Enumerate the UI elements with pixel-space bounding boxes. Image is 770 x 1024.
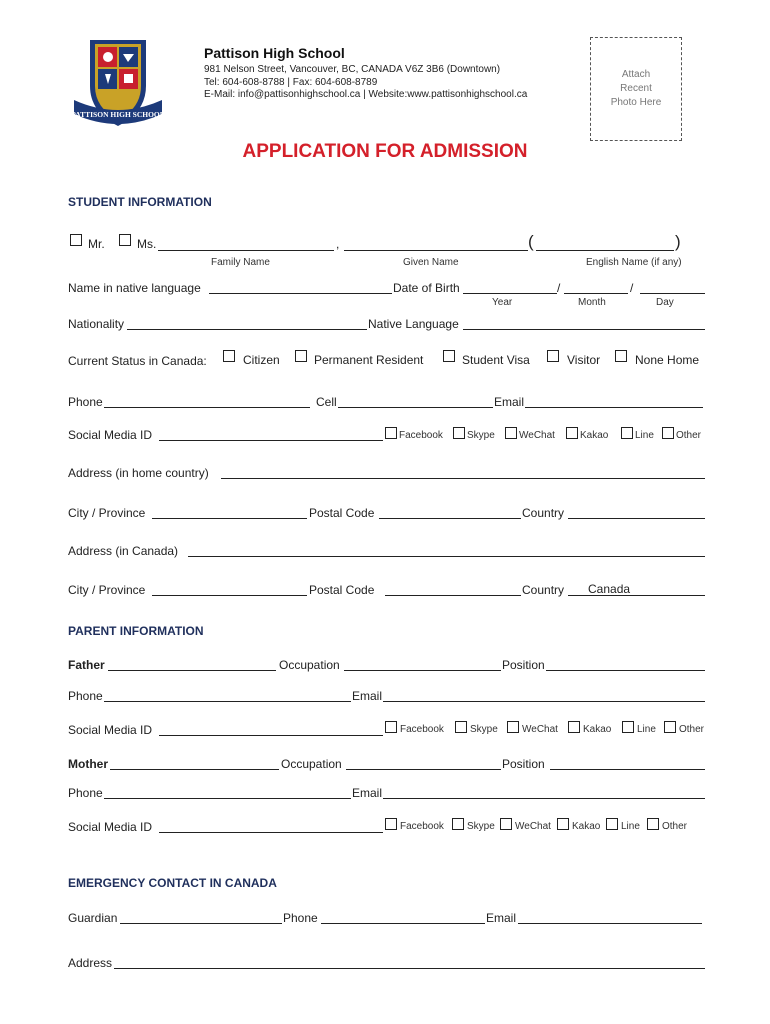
social-label: Social Media ID [68, 428, 153, 442]
year-caption: Year [492, 297, 513, 308]
mother-other-checkbox[interactable] [647, 818, 659, 830]
social-kakao-checkbox[interactable] [566, 427, 578, 439]
photo-text-line: Recent [620, 83, 652, 94]
father-other-checkbox[interactable] [664, 721, 676, 733]
social-kakao-label: Kakao [580, 430, 609, 441]
status-student-visa-label: Student Visa [462, 353, 530, 367]
status-visitor-label: Visitor [567, 353, 601, 367]
mother-line-label: Line [621, 821, 640, 832]
mother-phone-field[interactable] [104, 798, 351, 799]
mother-position-field[interactable] [550, 769, 705, 770]
family-name-field[interactable] [158, 250, 334, 251]
status-none-checkbox[interactable] [615, 350, 627, 362]
father-social-id-field[interactable] [159, 735, 383, 736]
father-phone-label: Phone [68, 689, 103, 703]
name-comma: , [336, 237, 340, 251]
parent-section-heading: PARENT INFORMATION [68, 624, 204, 638]
father-social-label: Social Media ID [68, 723, 153, 737]
mother-facebook-checkbox[interactable] [385, 818, 397, 830]
mother-position-label: Position [502, 757, 545, 771]
address-home-field[interactable] [221, 478, 705, 479]
photo-placeholder[interactable] [590, 37, 682, 141]
english-name-field[interactable] [536, 250, 674, 251]
city-home-label: City / Province [68, 506, 146, 520]
father-kakao-label: Kakao [583, 724, 612, 735]
social-wechat-checkbox[interactable] [505, 427, 517, 439]
social-other-checkbox[interactable] [662, 427, 674, 439]
school-name: Pattison High School [204, 45, 345, 61]
student-section-heading: STUDENT INFORMATION [68, 195, 212, 209]
given-name-caption: Given Name [403, 257, 459, 268]
cell-field[interactable] [338, 407, 493, 408]
mother-skype-checkbox[interactable] [452, 818, 464, 830]
social-wechat-label: WeChat [519, 430, 555, 441]
dob-month-field[interactable] [564, 293, 628, 294]
country-home-label: Country [522, 506, 565, 520]
social-line-checkbox[interactable] [621, 427, 633, 439]
mother-facebook-label: Facebook [400, 821, 444, 832]
social-skype-label: Skype [467, 430, 495, 441]
mother-kakao-label: Kakao [572, 821, 601, 832]
dob-slash: / [630, 281, 634, 295]
mother-other-label: Other [662, 821, 688, 832]
father-occupation-label: Occupation [279, 658, 340, 672]
father-email-label: Email [352, 689, 383, 703]
father-kakao-checkbox[interactable] [568, 721, 580, 733]
father-other-label: Other [679, 724, 705, 735]
ms-checkbox[interactable] [119, 234, 131, 246]
social-id-field[interactable] [159, 440, 383, 441]
emergency-section-heading: EMERGENCY CONTACT IN CANADA [68, 876, 277, 890]
month-caption: Month [578, 297, 606, 308]
dob-label: Date of Birth [393, 281, 460, 295]
mother-name-field[interactable] [110, 769, 279, 770]
dob-day-field[interactable] [640, 293, 705, 294]
guardian-phone-field[interactable] [321, 923, 485, 924]
country-canada-value: Canada [588, 582, 631, 596]
status-pr-checkbox[interactable] [295, 350, 307, 362]
father-position-label: Position [502, 658, 545, 672]
address-canada-label: Address (in Canada) [68, 544, 179, 558]
mother-social-id-field[interactable] [159, 832, 383, 833]
native-name-field[interactable] [209, 293, 392, 294]
father-occupation-field[interactable] [344, 670, 501, 671]
mother-occupation-field[interactable] [346, 769, 501, 770]
mother-wechat-checkbox[interactable] [500, 818, 512, 830]
status-none-label: None Home [635, 353, 700, 367]
guardian-address-field[interactable] [114, 968, 705, 969]
father-position-field[interactable] [546, 670, 705, 671]
day-caption: Day [656, 297, 674, 308]
family-name-caption: Family Name [211, 257, 270, 268]
mother-phone-label: Phone [68, 786, 103, 800]
father-name-field[interactable] [108, 670, 276, 671]
cell-label: Cell [316, 395, 337, 409]
social-other-label: Other [676, 430, 702, 441]
postal-home-label: Postal Code [309, 506, 375, 520]
dob-slash: / [557, 281, 561, 295]
school-email-website: E-Mail: info@pattisonhighschool.ca | Website:www.pattisonhighschool.ca [204, 89, 528, 100]
country-home-field[interactable] [568, 518, 705, 519]
guardian-address-label: Address [68, 956, 113, 970]
photo-text-line: Photo Here [610, 97, 662, 108]
native-name-label: Name in native language [68, 281, 201, 295]
status-pr-label: Permanent Resident [314, 353, 424, 367]
postal-canada-label: Postal Code [309, 583, 375, 597]
city-canada-label: City / Province [68, 583, 146, 597]
mother-email-label: Email [352, 786, 383, 800]
nationality-label: Nationality [68, 317, 125, 331]
social-line-label: Line [635, 430, 654, 441]
logo-banner-text: PATTISON HIGH SCHOOL [71, 110, 165, 119]
guardian-label: Guardian [68, 911, 118, 925]
guardian-email-field[interactable] [518, 923, 702, 924]
dob-year-field[interactable] [463, 293, 557, 294]
status-label: Current Status in Canada: [68, 354, 207, 368]
mr-checkbox[interactable] [70, 234, 82, 246]
social-facebook-checkbox[interactable] [385, 427, 397, 439]
guardian-field[interactable] [120, 923, 282, 924]
father-label: Father [68, 658, 105, 672]
mother-wechat-label: WeChat [515, 821, 551, 832]
mother-label: Mother [68, 757, 108, 771]
email-label: Email [494, 395, 525, 409]
address-home-label: Address (in home country) [68, 466, 209, 480]
status-student-visa-checkbox[interactable] [443, 350, 455, 362]
email-field[interactable] [525, 407, 703, 408]
father-wechat-label: WeChat [522, 724, 558, 735]
father-line-label: Line [637, 724, 656, 735]
form-title: APPLICATION FOR ADMISSION [242, 141, 528, 162]
address-canada-field[interactable] [188, 556, 705, 557]
country-canada-label: Country [522, 583, 565, 597]
status-visitor-checkbox[interactable] [547, 350, 559, 362]
father-facebook-label: Facebook [400, 724, 444, 735]
social-facebook-label: Facebook [399, 430, 443, 441]
photo-text-line: Attach [621, 69, 651, 80]
guardian-phone-label: Phone [283, 911, 318, 925]
father-skype-label: Skype [470, 724, 498, 735]
mother-occupation-label: Occupation [281, 757, 342, 771]
english-name-caption: English Name (if any) [586, 257, 682, 268]
father-phone-field[interactable] [104, 701, 351, 702]
ms-label: Ms. [137, 237, 157, 251]
native-language-label: Native Language [368, 317, 459, 331]
school-crest-logo [68, 34, 168, 134]
father-line-checkbox[interactable] [622, 721, 634, 733]
postal-canada-field[interactable] [385, 595, 521, 596]
father-facebook-checkbox[interactable] [385, 721, 397, 733]
mr-label: Mr. [88, 237, 105, 251]
nationality-field[interactable] [127, 329, 367, 330]
english-name-close-paren: ) [675, 232, 681, 251]
mother-social-label: Social Media ID [68, 820, 153, 834]
native-language-field[interactable] [463, 329, 705, 330]
father-skype-checkbox[interactable] [455, 721, 467, 733]
status-citizen-label: Citizen [243, 353, 280, 367]
phone-field[interactable] [104, 407, 310, 408]
social-skype-checkbox[interactable] [453, 427, 465, 439]
postal-home-field[interactable] [379, 518, 521, 519]
father-email-field[interactable] [383, 701, 705, 702]
given-name-field[interactable] [344, 250, 528, 251]
mother-skype-label: Skype [467, 821, 495, 832]
mother-kakao-checkbox[interactable] [557, 818, 569, 830]
guardian-email-label: Email [486, 911, 517, 925]
father-wechat-checkbox[interactable] [507, 721, 519, 733]
phone-label: Phone [68, 395, 103, 409]
mother-email-field[interactable] [383, 798, 705, 799]
school-tel-fax: Tel: 604-608-8788 | Fax: 604-608-8789 [204, 77, 378, 88]
status-citizen-checkbox[interactable] [223, 350, 235, 362]
city-home-field[interactable] [152, 518, 307, 519]
school-address: 981 Nelson Street, Vancouver, BC, CANADA V6Z 3B6 (Downtown) [204, 64, 501, 75]
mother-line-checkbox[interactable] [606, 818, 618, 830]
english-name-open-paren: ( [528, 232, 534, 251]
city-canada-field[interactable] [152, 595, 307, 596]
